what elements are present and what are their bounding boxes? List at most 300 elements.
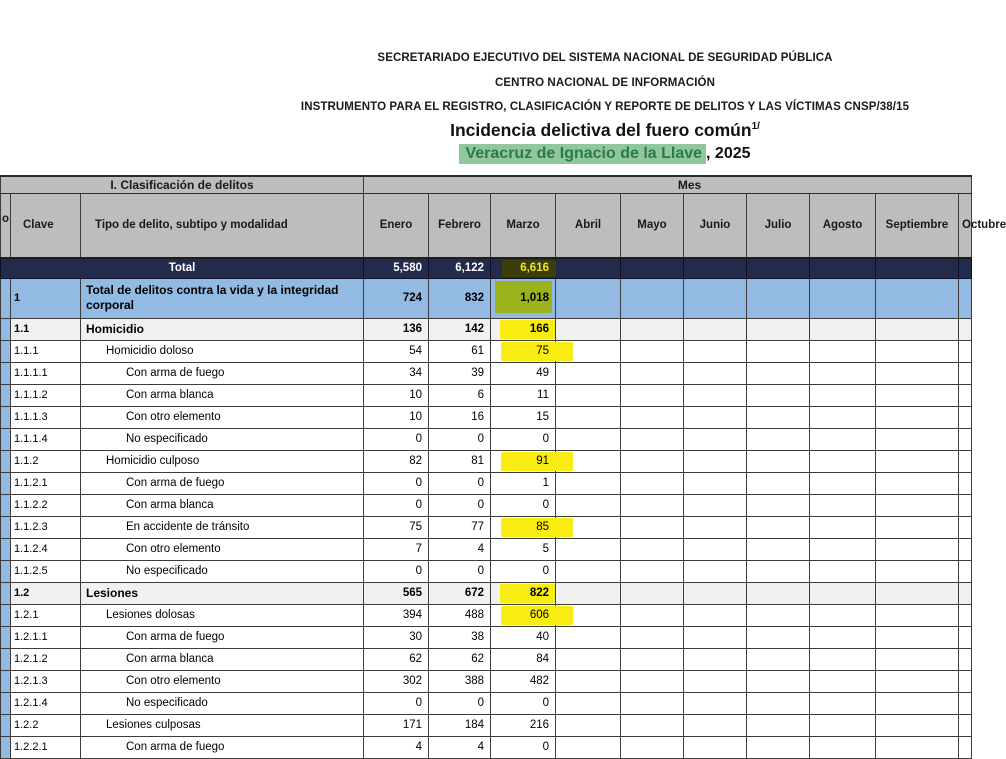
marzo-value-cell: 91 [491, 450, 556, 472]
total-febrero-cell: 6,122 [429, 258, 491, 278]
empty-month-cell [810, 340, 876, 362]
empty-month-cell [810, 278, 876, 318]
empty-month-cell [556, 384, 621, 406]
empty-month-cell [747, 582, 810, 604]
clave-cell: 1 [11, 278, 81, 318]
clave-cell: 1.1.2.2 [11, 494, 81, 516]
enero-value-cell: 30 [364, 626, 429, 648]
febrero-value-cell: 38 [429, 626, 491, 648]
cropped-left-column-cell [1, 406, 11, 428]
empty-month-cell [876, 362, 959, 384]
empty-month-cell [876, 692, 959, 714]
marzo-value-cell: 11 [491, 384, 556, 406]
empty-month-cell [684, 582, 747, 604]
clave-cell: 1.2.1 [11, 604, 81, 626]
empty-month-cell [556, 670, 621, 692]
clave-cell: 1.1.1 [11, 340, 81, 362]
marzo-value-cell: 822 [491, 582, 556, 604]
delito-label-cell: Con arma blanca [81, 648, 364, 670]
delito-label-cell: Con otro elemento [81, 406, 364, 428]
febrero-value-cell: 672 [429, 582, 491, 604]
marzo-value-cell: 0 [491, 560, 556, 582]
empty-month-cell [747, 406, 810, 428]
empty-month-cell [684, 692, 747, 714]
empty-month-cell [556, 560, 621, 582]
cropped-left-column-cell [1, 714, 11, 736]
empty-month-cell [959, 340, 972, 362]
empty-month-cell [684, 626, 747, 648]
cropped-left-column-cell [1, 516, 11, 538]
subtitle-year: , 2025 [706, 145, 751, 162]
febrero-value-cell: 0 [429, 494, 491, 516]
cropped-left-column-cell [1, 670, 11, 692]
empty-month-cell [684, 384, 747, 406]
empty-month-cell [876, 428, 959, 450]
empty-month-cell [959, 428, 972, 450]
enero-value-cell: 394 [364, 604, 429, 626]
table-row [1, 362, 972, 384]
empty-month-cell [810, 428, 876, 450]
clave-cell: 1.2.1.1 [11, 626, 81, 648]
febrero-value-cell: 4 [429, 538, 491, 560]
empty-month-cell [621, 406, 684, 428]
delito-label-cell: Con arma de fuego [81, 472, 364, 494]
empty-month-cell [556, 362, 621, 384]
febrero-value-cell: 142 [429, 318, 491, 340]
enero-value-cell: 7 [364, 538, 429, 560]
column-header-row [1, 193, 972, 258]
marzo-value-cell: 49 [491, 362, 556, 384]
clave-cell: 1.1.2.3 [11, 516, 81, 538]
delito-label-cell: Con arma de fuego [81, 736, 364, 758]
empty-month-cell [684, 560, 747, 582]
delito-label-cell: Con otro elemento [81, 670, 364, 692]
cropped-left-column-cell [1, 494, 11, 516]
delito-label-cell: No especificado [81, 428, 364, 450]
org-line-1: SECRETARIADO EJECUTIVO DEL SISTEMA NACIONAL DE SEGURIDAD PÚBLICA [377, 52, 833, 64]
section-header-cell: I. Clasificación de delitos [1, 176, 364, 193]
clave-cell: 1.1.1.1 [11, 362, 81, 384]
clave-cell: 1.1 [11, 318, 81, 340]
empty-month-cell [621, 340, 684, 362]
cropped-left-column-cell [1, 318, 11, 340]
table-row [1, 384, 972, 406]
enero-value-cell: 724 [364, 278, 429, 318]
empty-month-cell [876, 626, 959, 648]
clave-cell: 1.1.2.5 [11, 560, 81, 582]
cropped-left-column-cell [1, 560, 11, 582]
clave-cell: 1.1.2.4 [11, 538, 81, 560]
mes-header-cell: Mes [364, 176, 972, 193]
empty-month-cell [747, 340, 810, 362]
empty-month-cell [876, 340, 959, 362]
empty-month-cell [621, 582, 684, 604]
empty-month-cell [621, 516, 684, 538]
document-header [240, 52, 970, 163]
table-row [1, 516, 972, 538]
empty-month-cell [876, 560, 959, 582]
empty-month-cell [621, 648, 684, 670]
enero-value-cell: 0 [364, 560, 429, 582]
empty-month-cell [747, 692, 810, 714]
cropped-left-column-cell [1, 428, 11, 450]
empty-month-cell [810, 494, 876, 516]
empty-month-cell [876, 670, 959, 692]
empty-month-cell [876, 494, 959, 516]
empty-month-cell [959, 626, 972, 648]
empty-month-cell [959, 670, 972, 692]
empty-month-cell [876, 318, 959, 340]
febrero-value-cell: 0 [429, 472, 491, 494]
empty-month-cell [810, 538, 876, 560]
empty-month-cell [556, 582, 621, 604]
empty-month-cell [810, 384, 876, 406]
table-body [1, 258, 972, 758]
empty-month-cell [556, 494, 621, 516]
empty-month-cell [959, 494, 972, 516]
marzo-value-cell: 0 [491, 736, 556, 758]
delito-label-cell: En accidente de tránsito [81, 516, 364, 538]
enero-value-cell: 0 [364, 692, 429, 714]
empty-month-cell [959, 278, 972, 318]
clave-cell: 1.2.2 [11, 714, 81, 736]
empty-month-cell [810, 472, 876, 494]
empty-month-cell [747, 318, 810, 340]
empty-month-cell [621, 428, 684, 450]
month-header-enero: Enero [364, 193, 429, 258]
marzo-value-cell: 0 [491, 494, 556, 516]
marzo-value-cell: 40 [491, 626, 556, 648]
empty-month-cell [556, 406, 621, 428]
table-row [1, 736, 972, 758]
empty-month-cell [556, 428, 621, 450]
clave-cell: 1.1.1.3 [11, 406, 81, 428]
delito-label-cell: Total de delitos contra la vida y la integridad corporal [81, 278, 364, 318]
empty-month-cell [810, 362, 876, 384]
total-label-cell: Total [1, 258, 364, 278]
empty-month-cell [621, 472, 684, 494]
empty-month-cell [747, 648, 810, 670]
enero-value-cell: 10 [364, 406, 429, 428]
delito-label-cell: Homicidio [81, 318, 364, 340]
febrero-value-cell: 4 [429, 736, 491, 758]
marzo-value-cell: 1 [491, 472, 556, 494]
cropped-left-column-cell [1, 340, 11, 362]
total-row [1, 258, 972, 278]
empty-month-cell [684, 736, 747, 758]
enero-value-cell: 34 [364, 362, 429, 384]
table-row [1, 538, 972, 560]
empty-month-cell [959, 714, 972, 736]
clave-cell: 1.2.1.2 [11, 648, 81, 670]
delito-label-cell: Homicidio doloso [81, 340, 364, 362]
febrero-value-cell: 77 [429, 516, 491, 538]
table-row [1, 670, 972, 692]
empty-month-cell [747, 472, 810, 494]
delito-label-cell: Con arma blanca [81, 384, 364, 406]
empty-month-cell [747, 384, 810, 406]
empty-month-cell [876, 736, 959, 758]
enero-value-cell: 302 [364, 670, 429, 692]
month-header-abril: Abril [556, 193, 621, 258]
clave-column-header: Clave [11, 193, 81, 258]
febrero-value-cell: 0 [429, 692, 491, 714]
marzo-value-cell: 5 [491, 538, 556, 560]
empty-month-cell [684, 714, 747, 736]
table-row [1, 648, 972, 670]
cropped-left-column-cell [1, 736, 11, 758]
month-header-julio: Julio [747, 193, 810, 258]
empty-month-cell [810, 626, 876, 648]
empty-month-cell [621, 736, 684, 758]
empty-month-cell [747, 714, 810, 736]
empty-month-cell [684, 604, 747, 626]
empty-month-cell [684, 428, 747, 450]
empty-month-cell [556, 472, 621, 494]
empty-month-cell [810, 736, 876, 758]
empty-month-cell [959, 362, 972, 384]
empty-month-cell [621, 494, 684, 516]
enero-value-cell: 0 [364, 428, 429, 450]
enero-value-cell: 171 [364, 714, 429, 736]
febrero-value-cell: 832 [429, 278, 491, 318]
empty-month-cell [684, 318, 747, 340]
empty-month-cell [876, 472, 959, 494]
empty-month-cell [621, 278, 684, 318]
table-row [1, 692, 972, 714]
cropped-left-column-cell [1, 450, 11, 472]
febrero-value-cell: 184 [429, 714, 491, 736]
empty-month-cell [621, 450, 684, 472]
state-name-highlight: Veracruz de Ignacio de la Llave [459, 144, 706, 164]
table-band-row [1, 176, 972, 193]
empty-month-cell [747, 736, 810, 758]
table-row [1, 428, 972, 450]
febrero-value-cell: 388 [429, 670, 491, 692]
table-row [1, 714, 972, 736]
empty-month-cell [876, 648, 959, 670]
empty-month-cell [959, 648, 972, 670]
empty-month-cell [810, 604, 876, 626]
table-row [1, 318, 972, 340]
empty-month-cell [556, 538, 621, 560]
empty-month-cell [747, 604, 810, 626]
empty-month-cell [556, 318, 621, 340]
empty-month-cell [621, 538, 684, 560]
empty-month-cell [684, 472, 747, 494]
month-header-junio: Junio [684, 193, 747, 258]
page-title: Incidencia delictiva del fuero común$^{1/}$ [450, 120, 760, 140]
empty-month-cell [747, 450, 810, 472]
empty-month-cell [810, 648, 876, 670]
total-marzo-cell: 6,616 [491, 258, 556, 278]
empty-month-cell [684, 538, 747, 560]
empty-month-cell [747, 278, 810, 318]
marzo-value-cell: 1,018 [491, 278, 556, 318]
febrero-value-cell: 0 [429, 428, 491, 450]
empty-month-cell [556, 278, 621, 318]
empty-month-cell [876, 516, 959, 538]
clave-cell: 1.2 [11, 582, 81, 604]
clave-cell: 1.2.1.4 [11, 692, 81, 714]
empty-month-cell [684, 450, 747, 472]
empty-month-cell [684, 648, 747, 670]
empty-month-cell [556, 714, 621, 736]
empty-month-cell [876, 582, 959, 604]
febrero-value-cell: 16 [429, 406, 491, 428]
enero-value-cell: 10 [364, 384, 429, 406]
cropped-left-column-cell [1, 538, 11, 560]
enero-value-cell: 82 [364, 450, 429, 472]
marzo-value-cell: 75 [491, 340, 556, 362]
clave-cell: 1.2.2.1 [11, 736, 81, 758]
empty-month-cell [684, 340, 747, 362]
table-row [1, 406, 972, 428]
empty-month-cell [556, 736, 621, 758]
empty-month-cell [747, 626, 810, 648]
month-header-agosto: Agosto [810, 193, 876, 258]
empty-month-cell [810, 516, 876, 538]
cropped-left-column-cell [1, 648, 11, 670]
marzo-value-cell: 15 [491, 406, 556, 428]
cropped-left-column-cell [1, 384, 11, 406]
empty-month-cell [810, 450, 876, 472]
empty-month-cell [810, 714, 876, 736]
empty-month-cell [876, 538, 959, 560]
marzo-value-cell: 0 [491, 428, 556, 450]
empty-month-cell [959, 538, 972, 560]
cropped-left-column-cell [1, 278, 11, 318]
month-header-octubre-cropped: Octubre [959, 193, 972, 258]
empty-month-cell [684, 362, 747, 384]
table-row [1, 278, 972, 318]
delito-label-cell: Con otro elemento [81, 538, 364, 560]
empty-month-cell [959, 472, 972, 494]
empty-month-cell [556, 692, 621, 714]
empty-month-cell [959, 604, 972, 626]
empty-month-cell [876, 278, 959, 318]
marzo-value-cell: 482 [491, 670, 556, 692]
enero-value-cell: 136 [364, 318, 429, 340]
empty-month-cell [621, 318, 684, 340]
marzo-value-cell: 85 [491, 516, 556, 538]
clave-cell: 1.1.2.1 [11, 472, 81, 494]
delito-label-cell: No especificado [81, 692, 364, 714]
empty-month-cell [684, 406, 747, 428]
empty-month-cell [747, 494, 810, 516]
table-row [1, 604, 972, 626]
empty-month-cell [556, 626, 621, 648]
febrero-value-cell: 0 [429, 560, 491, 582]
total-enero-cell: 5,580 [364, 258, 429, 278]
febrero-value-cell: 39 [429, 362, 491, 384]
marzo-value-cell: 606 [491, 604, 556, 626]
empty-month-cell [684, 670, 747, 692]
month-header-mayo: Mayo [621, 193, 684, 258]
delito-label-cell: Homicidio culposo [81, 450, 364, 472]
empty-month-cell [810, 318, 876, 340]
empty-month-cell [876, 604, 959, 626]
incidence-table [0, 175, 1006, 759]
enero-value-cell: 0 [364, 472, 429, 494]
cropped-left-column-cell [1, 626, 11, 648]
enero-value-cell: 62 [364, 648, 429, 670]
cropped-left-column-header: o [1, 193, 11, 258]
empty-month-cell [959, 692, 972, 714]
delito-label-cell: Con arma de fuego [81, 362, 364, 384]
empty-month-cell [876, 406, 959, 428]
empty-month-cell [621, 626, 684, 648]
empty-month-cell [621, 362, 684, 384]
empty-month-cell [959, 516, 972, 538]
empty-month-cell [959, 582, 972, 604]
month-header-septiembre: Septiembre [876, 193, 959, 258]
empty-month-cell [876, 450, 959, 472]
org-line-3: INSTRUMENTO PARA EL REGISTRO, CLASIFICACIÓN Y REPORTE DE DELITOS Y LAS VÍCTIMAS CNSP/38/15 [300, 101, 910, 113]
delito-label-cell: Lesiones culposas [81, 714, 364, 736]
empty-month-cell [810, 670, 876, 692]
month-header-marzo: Marzo [491, 193, 556, 258]
empty-month-cell [747, 560, 810, 582]
table-row [1, 626, 972, 648]
table-row [1, 340, 972, 362]
empty-month-cell [747, 428, 810, 450]
enero-value-cell: 54 [364, 340, 429, 362]
febrero-value-cell: 6 [429, 384, 491, 406]
empty-month-cell [684, 278, 747, 318]
delito-label-cell: Lesiones dolosas [81, 604, 364, 626]
empty-month-cell [556, 648, 621, 670]
table-row [1, 560, 972, 582]
enero-value-cell: 565 [364, 582, 429, 604]
empty-month-cell [747, 538, 810, 560]
empty-month-cell [959, 736, 972, 758]
enero-value-cell: 0 [364, 494, 429, 516]
enero-value-cell: 75 [364, 516, 429, 538]
delito-label-cell: No especificado [81, 560, 364, 582]
febrero-value-cell: 62 [429, 648, 491, 670]
delito-label-cell: Lesiones [81, 582, 364, 604]
clave-cell: 1.2.1.3 [11, 670, 81, 692]
table-row [1, 494, 972, 516]
cropped-left-column-cell [1, 362, 11, 384]
febrero-value-cell: 61 [429, 340, 491, 362]
title-footnote-marker: 1/ [751, 121, 760, 133]
empty-month-cell [959, 560, 972, 582]
empty-month-cell [747, 670, 810, 692]
febrero-value-cell: 488 [429, 604, 491, 626]
marzo-value-cell: 84 [491, 648, 556, 670]
empty-month-cell [621, 560, 684, 582]
empty-month-cell [621, 692, 684, 714]
page-subtitle [240, 145, 970, 163]
cropped-left-column-cell [1, 472, 11, 494]
empty-month-cell [684, 494, 747, 516]
delito-label-cell: Con arma blanca [81, 494, 364, 516]
empty-month-cell [621, 384, 684, 406]
marzo-value-cell: 166 [491, 318, 556, 340]
empty-month-cell [959, 450, 972, 472]
empty-month-cell [959, 406, 972, 428]
empty-month-cell [810, 560, 876, 582]
marzo-value-cell: 216 [491, 714, 556, 736]
tipo-column-header: Tipo de delito, subtipo y modalidad [81, 193, 364, 258]
enero-value-cell: 4 [364, 736, 429, 758]
empty-month-cell [810, 692, 876, 714]
org-line-2: CENTRO NACIONAL DE INFORMACIÓN [494, 77, 715, 89]
empty-month-cell [621, 604, 684, 626]
cropped-left-column-cell [1, 692, 11, 714]
